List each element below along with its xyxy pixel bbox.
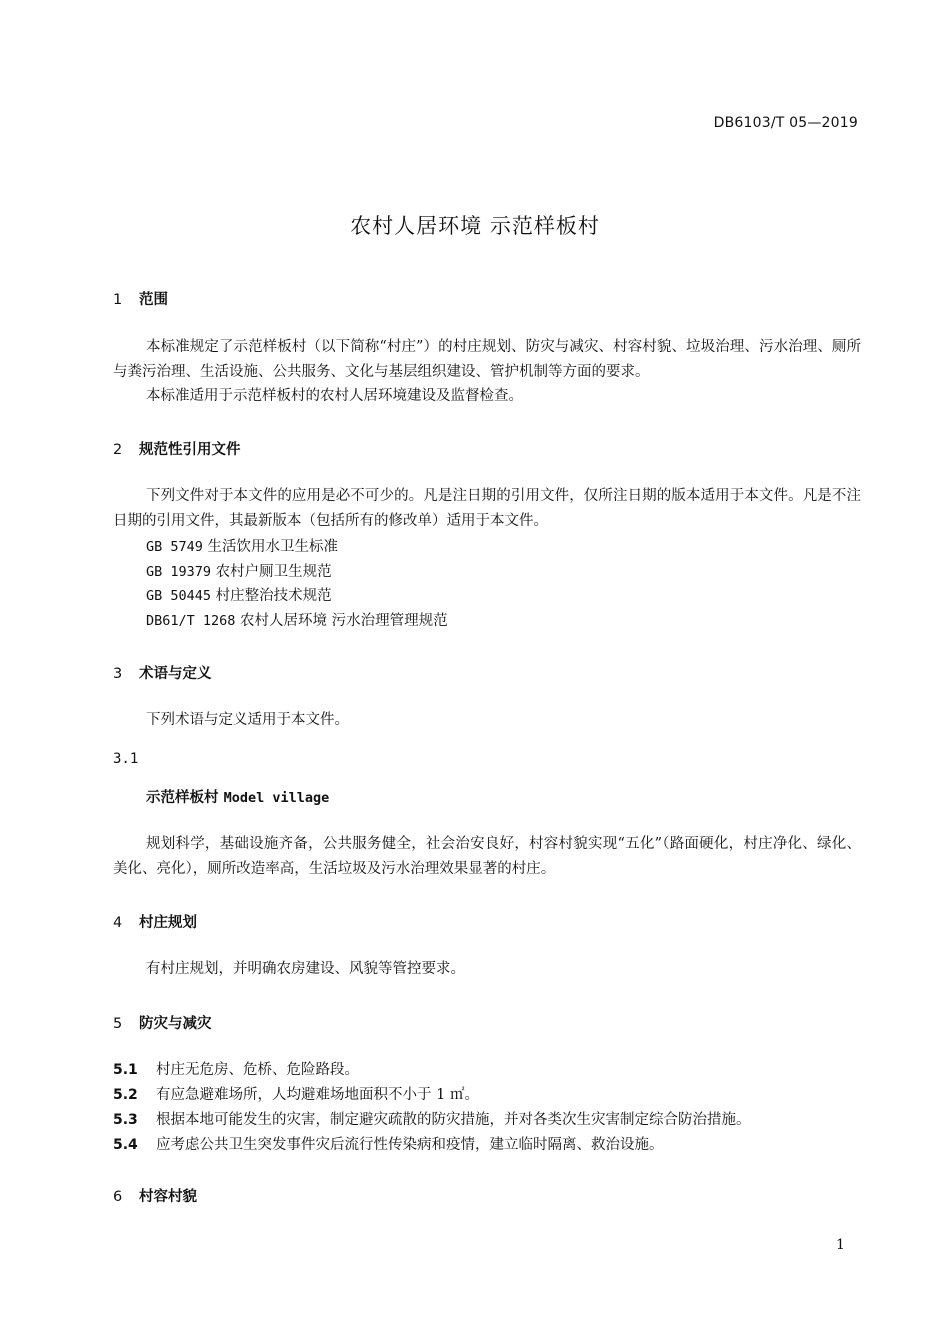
section-number: 1 (113, 292, 123, 308)
reference-code: GB 50445 (146, 588, 212, 604)
reference-name: 农村户厕卫生规范 (215, 564, 332, 580)
section-heading-5 (113, 1012, 212, 1033)
document-code: DB6103/T 05—2019 (713, 115, 858, 131)
reference-item (146, 535, 338, 556)
reference-item (146, 560, 332, 581)
section-number: 3 (113, 666, 123, 682)
planning-paragraph: 有村庄规划，并明确农房建设、风貌等管控要求。 (146, 961, 465, 977)
reference-name: 村庄整治技术规范 (215, 588, 332, 604)
clause-item (113, 1108, 751, 1129)
section-number: 6 (113, 1189, 123, 1205)
section-title: 范围 (139, 292, 168, 308)
terms-intro-paragraph: 下列术语与定义适用于本文件。 (146, 712, 349, 728)
term-definition: 规划科学，基础设施齐备，公共服务健全，社会治安良好，村容村貌实现“五化”（路面硬化，村庄净化、绿化、美化、亮化），厕所改造率高，生活垃圾及污水治理效果显著的村庄。 (113, 836, 861, 877)
document-title: 农村人居环境 示范样板村 (350, 214, 600, 238)
reference-code: DB61/T 1268 (146, 613, 236, 629)
reference-item (146, 609, 448, 630)
section-title: 术语与定义 (139, 666, 212, 682)
clause-item (113, 1058, 359, 1079)
section-title: 村庄规划 (139, 915, 197, 931)
section-title: 村容村貌 (139, 1189, 197, 1205)
clause-number: 5.3 (113, 1112, 138, 1128)
clause-number: 5.2 (113, 1087, 138, 1103)
scope-paragraph: 本标准规定了示范样板村（以下简称“村庄”）的村庄规划、防灾与减灾、村容村貌、垃圾治理、污水治理、厕所与粪污治理、生活设施、公共服务、文化与基层组织建设、管护机制等方面的要求。 (113, 339, 861, 380)
section-heading-1 (113, 288, 168, 309)
section-number: 2 (113, 442, 123, 458)
clause-text: 村庄无危房、危桥、危险路段。 (156, 1062, 359, 1078)
reference-code: GB 5749 (146, 539, 203, 555)
clause-text: 根据本地可能发生的灾害，制定避灾疏散的防灾措施，并对各类次生灾害制定综合防治措施。 (156, 1112, 751, 1128)
section-title: 防灾与减灾 (139, 1016, 212, 1032)
reference-code: GB 19379 (146, 564, 212, 580)
reference-name: 生活饮用水卫生标准 (207, 539, 339, 555)
section-number: 4 (113, 915, 123, 931)
clause-number: 5.1 (113, 1062, 138, 1078)
clause-item (113, 1083, 479, 1104)
section-heading-3 (113, 662, 212, 683)
term-number: 3.1 (113, 751, 139, 767)
term-name-zh: 示范样板村 (146, 790, 219, 806)
reference-item (146, 584, 332, 605)
clause-text: 有应急避难场所，人均避难场地面积不小于 1 ㎡。 (156, 1087, 479, 1103)
section-heading-2 (113, 438, 241, 459)
clause-text: 应考虑公共卫生突发事件灾后流行性传染病和疫情，建立临时隔离、救治设施。 (156, 1137, 664, 1153)
page-number: 1 (836, 1237, 845, 1253)
section-heading-6 (113, 1185, 197, 1206)
term-name-en: Model village (223, 790, 330, 806)
section-heading-4 (113, 911, 197, 932)
clause-item (113, 1133, 664, 1154)
section-number: 5 (113, 1016, 123, 1032)
scope-applicability-paragraph: 本标准适用于示范样板村的农村人居环境建设及监督检查。 (146, 388, 523, 404)
term-name (146, 786, 329, 807)
references-intro-paragraph: 下列文件对于本文件的应用是必不可少的。凡是注日期的引用文件，仅所注日期的版本适用于本文件。凡是不注日期的引用文件，其最新版本（包括所有的修改单）适用于本文件。 (113, 488, 861, 529)
clause-number: 5.4 (113, 1137, 138, 1153)
section-title: 规范性引用文件 (139, 442, 241, 458)
reference-name: 农村人居环境 污水治理管理规范 (240, 613, 448, 629)
